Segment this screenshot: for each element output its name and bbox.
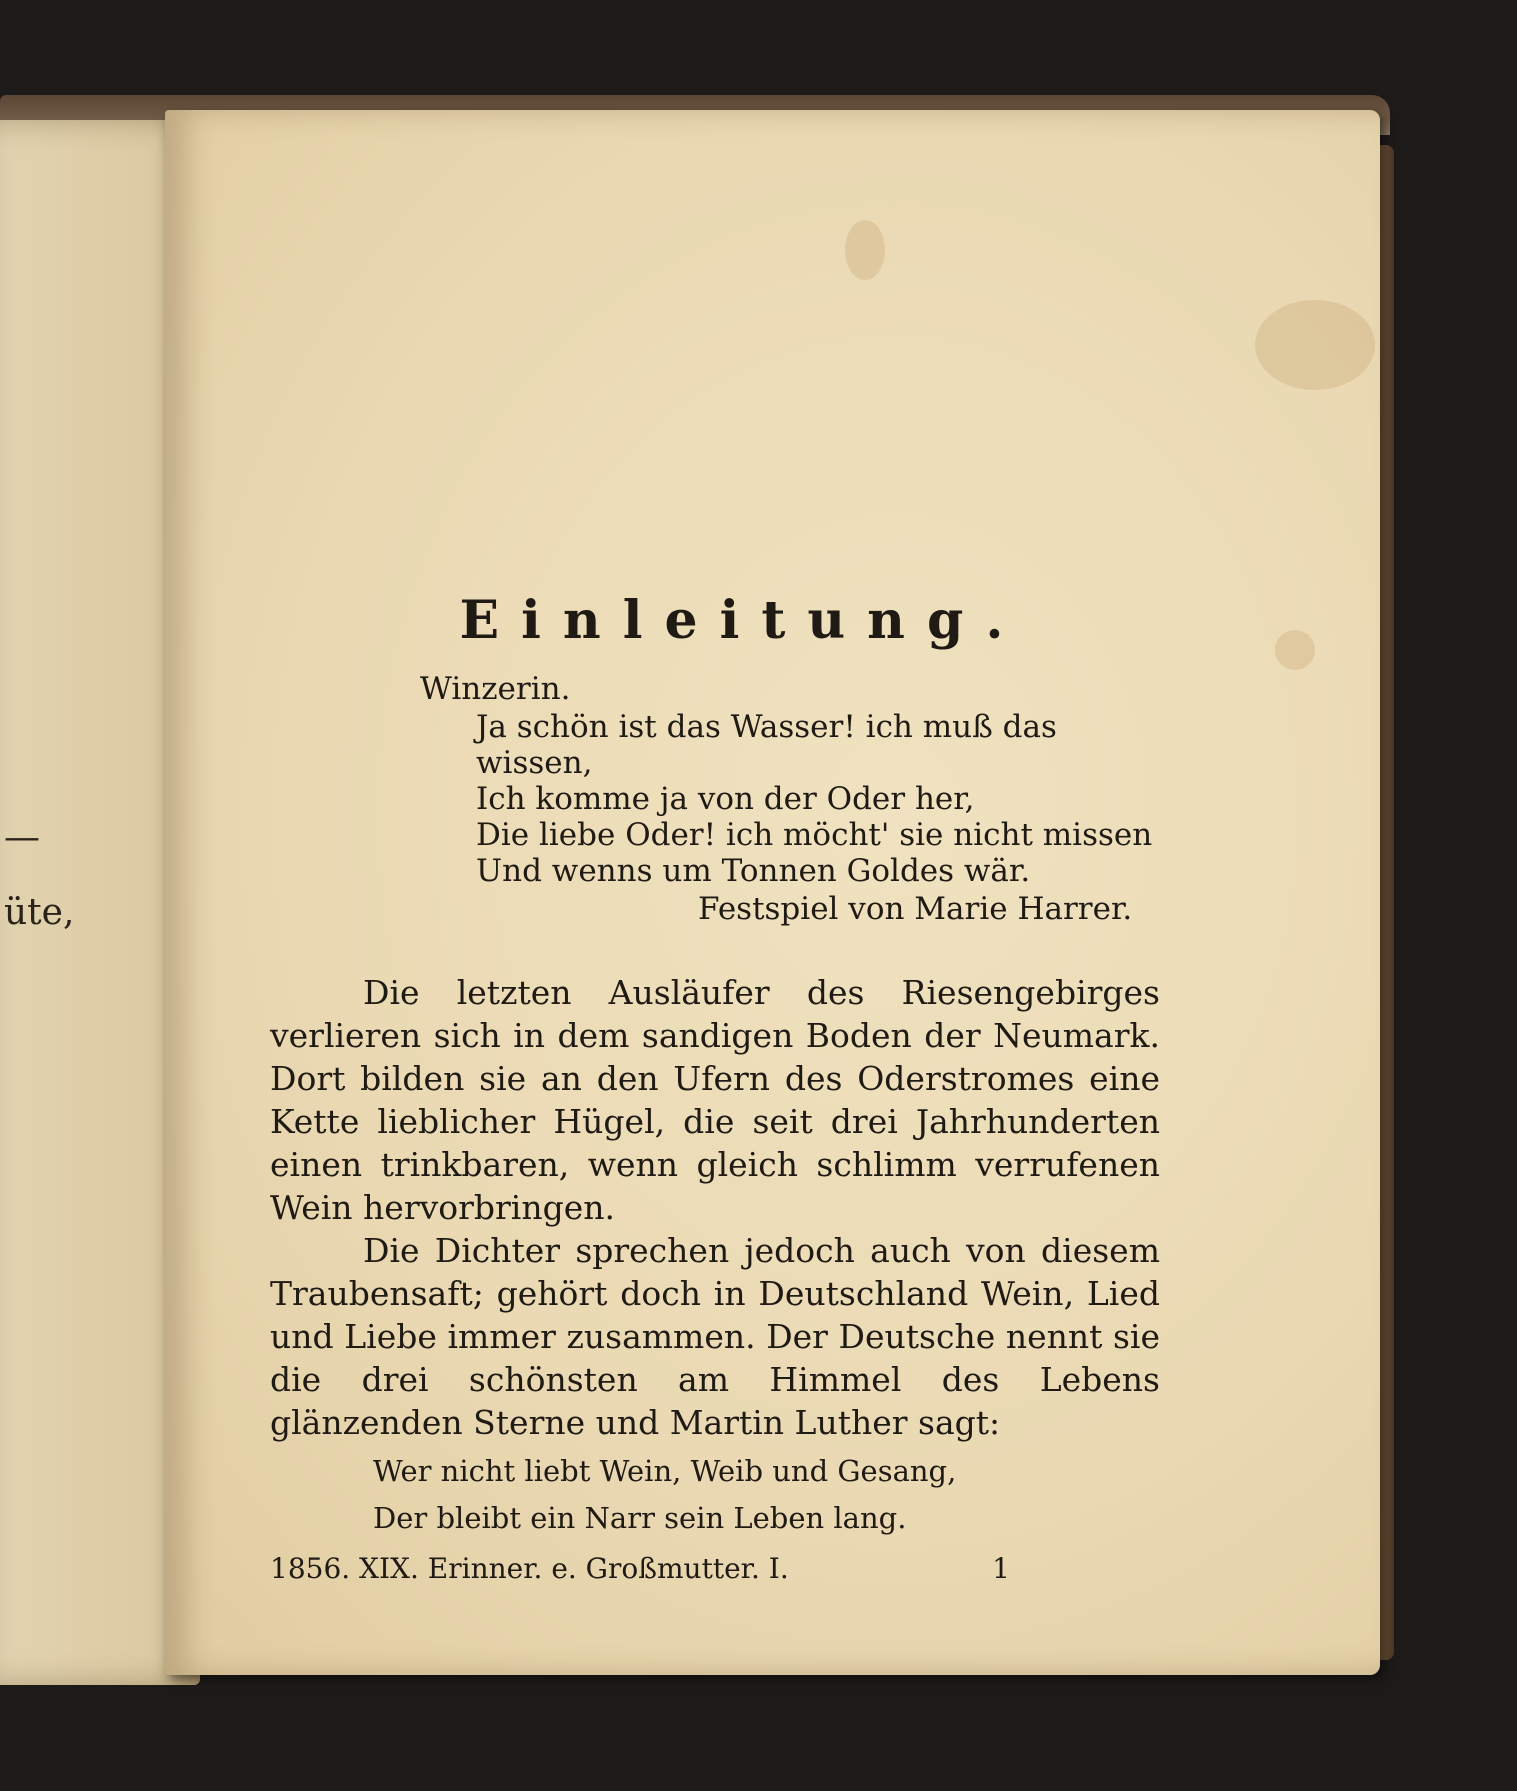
left-page-dash: — [4, 817, 40, 858]
page-text-block [270, 590, 1160, 1585]
epigraph [270, 669, 1160, 929]
paper-stain [1255, 300, 1375, 390]
paper-stain [845, 220, 885, 280]
page-edge [1378, 145, 1394, 1660]
left-page-text [4, 800, 74, 950]
printer-signature: 1856. XIX. Erinner. e. Großmutter. I. [270, 1552, 789, 1585]
page-footer [270, 1552, 1010, 1585]
luther-quote [270, 1452, 1160, 1538]
body-paragraph: Die letzten Ausläufer des Riesengebirges verlieren sich in dem sandigen Boden der Neumark. Dort bilden sie an den Ufern des Oderstromes eine Kette lieblicher Hügel, die seit drei Jahrhunderten einen trinkbaren, wenn gleich schlimm verrufenen Wein hervorbringen. [270, 973, 1160, 1227]
epigraph-line: Und wenns um Tonnen Goldes wär. [476, 853, 1031, 889]
paper-stain [1275, 630, 1315, 670]
quote-line: Wer nicht liebt Wein, Weib und Gesang, [373, 1454, 957, 1488]
quote-line: Der bleibt ein Narr sein Leben lang. [373, 1501, 907, 1535]
sheet-number: 1 [992, 1552, 1010, 1585]
epigraph-line: Ja schön ist das Wasser! ich muß das wissen, [476, 709, 1057, 781]
epigraph-speaker: Winzerin. [420, 671, 571, 707]
epigraph-line: Ich komme ja von der Oder her, [476, 781, 975, 817]
chapter-heading: Einleitung. [459, 590, 1026, 651]
epigraph-attribution: Festspiel von Marie Harrer. [698, 891, 1133, 927]
left-page-fragment: üte, [4, 892, 75, 933]
epigraph-line: Die liebe Oder! ich möcht' sie nicht missen [476, 817, 1153, 853]
body-paragraph: Die Dichter sprechen jedoch auch von diesem Traubensaft; gehört doch in Deutschland Wein, Lied und Liebe immer zusammen. Der Deutsche nennt sie die drei schönsten am Himmel des Lebens glänzenden Sterne und Martin Luther sagt: [270, 1231, 1160, 1442]
